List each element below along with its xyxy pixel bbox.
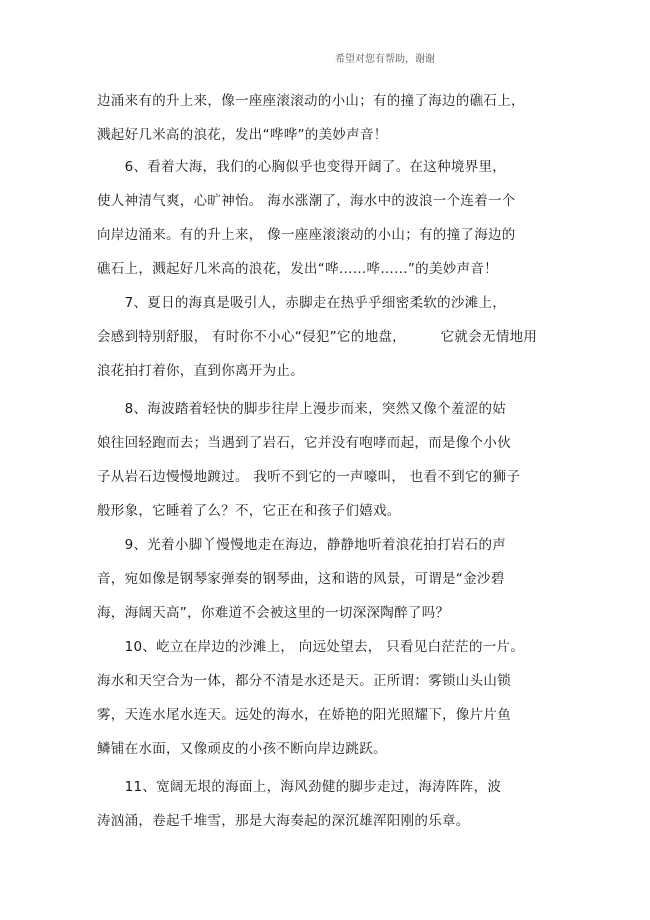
text-line: 8、海波踏着轻快的脚步往岸上漫步而来，突然又像个羞涩的姑 [97,401,507,417]
text-line: 雾，天连水尾水连天。远处的海水，在娇艳的阳光照耀下，像片片鱼 [97,707,511,723]
text-line: 浪花拍打着你，直到你离开为止。 [97,363,304,379]
text-line: 11、宽阔无垠的海面上，海风劲健的脚步走过，海涛阵阵，波 [97,779,502,795]
paragraph-8 [97,392,557,528]
text-line: 海，海阔天高”，你难道不会被这里的一切深深陶醉了吗？ [97,605,450,621]
text-line: 9、光着小脚丫慢慢地走在海边，静静地听着浪花拍打岩石的声 [97,537,507,553]
text-line: 鳞铺在水面，又像顽皮的小孩不断向岸边跳跃。 [97,741,387,757]
paragraph-10 [97,630,557,766]
text-line: 10、屹立在岸边的沙滩上， 向远处望去， 只看见白茫茫的一片。 [97,639,525,655]
text-line: 子从岩石边慢慢地踱过。 我听不到它的一声嚎叫， 也看不到它的狮子 [97,469,521,485]
paragraph-7 [97,286,557,388]
text-line: 6、看着大海，我们的心胸似乎也变得开阔了。在这种境界里， [97,159,507,175]
text-line: 般形象，它睡着了么？不，它正在和孩子们嬉戏。 [97,503,401,519]
text-line: 边涌来有的升上来，像一座座滚滚动的小山；有的撞了海边的礁石上， [97,93,525,109]
paragraph-11 [97,770,557,838]
text-line: 礁石上，溅起好几米高的浪花，发出“哗……哗……”的美妙声音！ [97,261,498,277]
page-header: 希望对您有帮助，谢谢 [335,54,435,65]
text-line: 涛汹涌，卷起千堆雪，那是大海奏起的深沉雄浑阳刚的乐章。 [97,813,470,829]
text-line: 音，宛如像是钢琴家弹奏的钢琴曲，这和谐的风景，可谓是“金沙碧 [97,571,505,587]
paragraph-intro [97,84,557,152]
text-line: 娘往回轻跑而去；当遇到了岩石，它并没有咆哮而起，而是像个小伙 [97,435,511,451]
text-line: 使人神清气爽，心旷神怡。 海水涨潮了，海水中的波浪一个连着一个 [97,193,516,209]
text-line: 7、夏日的海真是吸引人，赤脚走在热乎乎细密柔软的沙滩上， [97,295,507,311]
text-line: 溅起好几米高的浪花，发出“哗哗”的美妙声音！ [97,127,388,143]
text-line: 海水和天空合为一体，都分不清是水还是天。正所谓：雾锁山头山锁 [97,673,511,689]
text-line: 向岸边涌来。有的升上来， 像一座座滚滚动的小山；有的撞了海边的 [97,227,516,243]
paragraph-9 [97,528,557,630]
text-line: 会感到特别舒服， 有时你不小心“侵犯”它的地盘， 它就会无情地用 [97,329,538,345]
paragraph-6 [97,150,557,286]
